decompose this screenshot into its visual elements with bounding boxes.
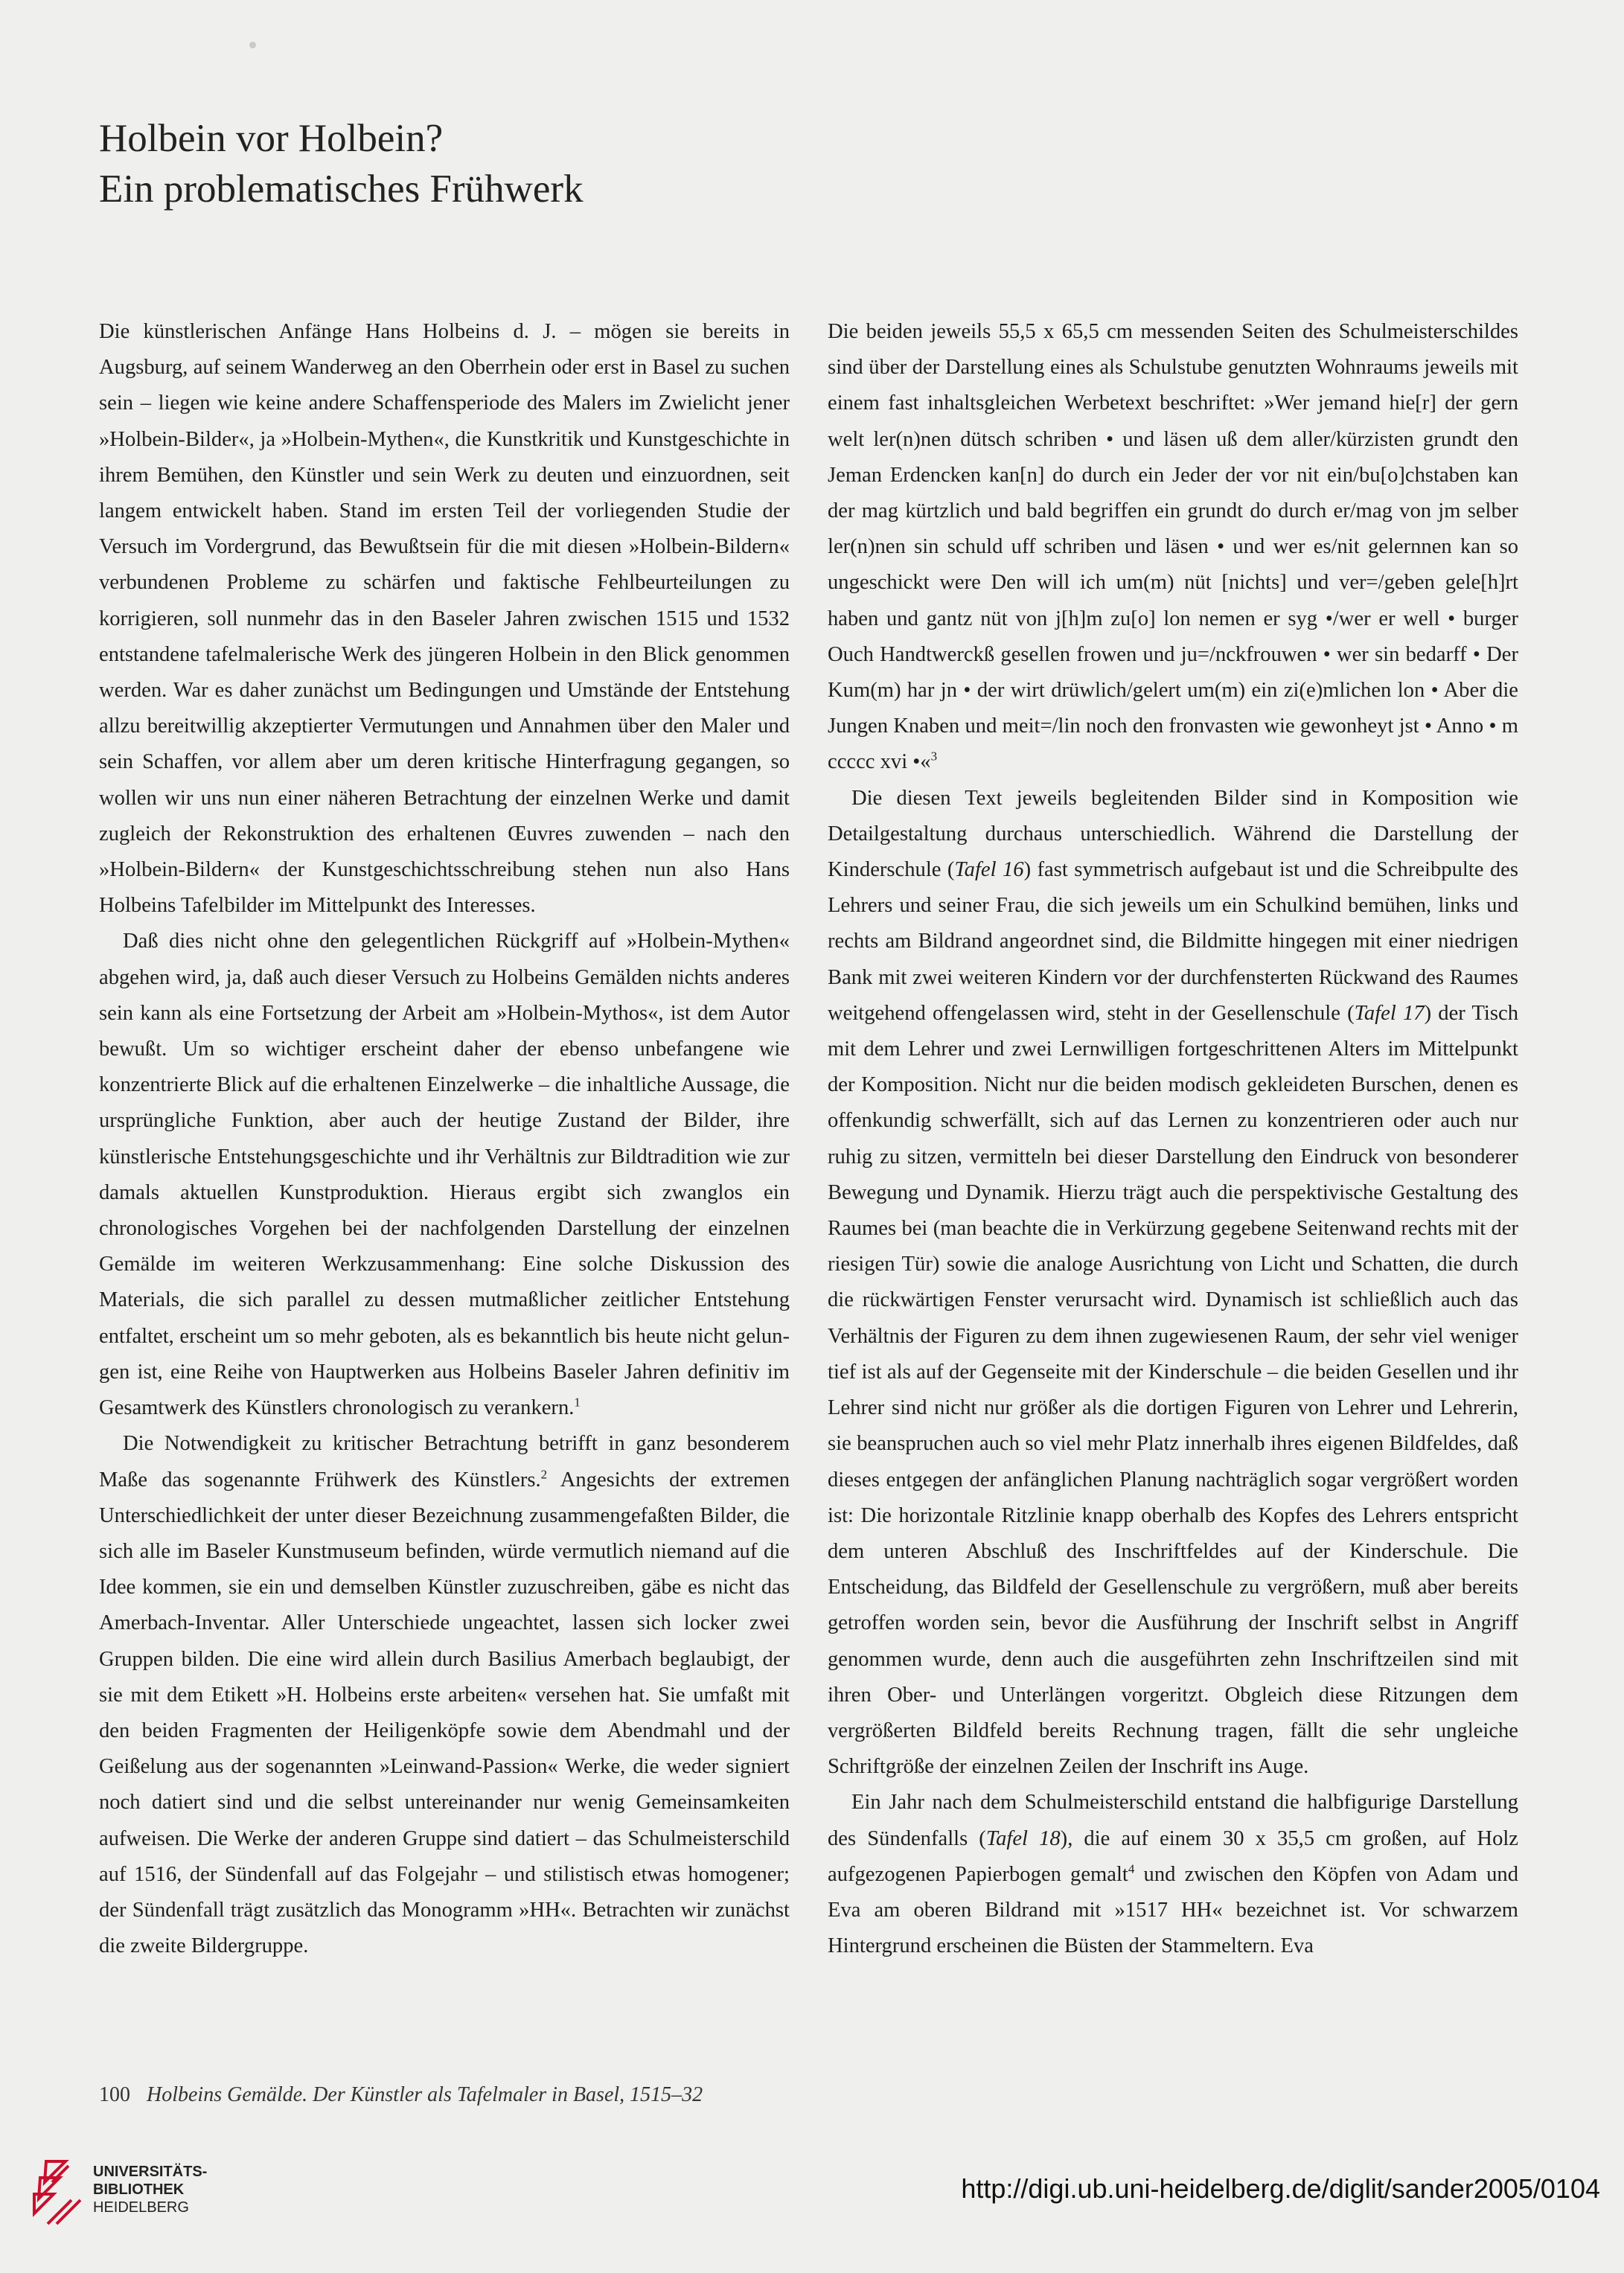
- footnote-ref: 2: [540, 1466, 548, 1481]
- page-number: 100: [99, 2083, 130, 2106]
- plate-reference: Tafel 16: [954, 858, 1024, 882]
- paragraph: Ein Jahr nach dem Schulmeisterschild entstand die halbfigurige Darstellung des Sündenfalls (Tafel 18), die auf einem 30 x 35,5 cm großen, auf Holz aufgezogenen Papierbogen gemalt$^4$ und zwischen den Köpfen von Adam und Eva am oberen Bildrand mit »1517 HH« bezeichnet ist. Vor schwarzem Hintergrund erscheinen die Büsten der Stammeltern. Eva: [828, 1791, 1519, 1958]
- library-name: [93, 2163, 207, 2216]
- left-column: [99, 314, 790, 1964]
- library-logo-icon: [30, 2155, 89, 2230]
- paragraph: Daß dies nicht ohne den gelegentlichen Rückgriff auf »Holbein-Mythen« abgehen wird, ja, daß auch dieser Versuch zu Holbeins Gemälden nichts anderes sein kann als eine Fortsetzung der Arbeit am »Holbein-Mythos«, ist dem Autor bewußt. Um so wichtiger erscheint daher der ebenso unbefangene wie konzentrierte Blick auf die erhaltenen Einzelwerke – die inhaltliche Aussage, die ursprüngliche Funktion, aber auch der heutige Zustand der Bilder, ihre künstlerische Entstehungsgeschichte und ihr Verhältnis zur Bildtradition wie zur damals aktuellen Kunstproduktion. Hieraus ergibt sich zwanglos ein chronologisches Vorgehen bei der nachfolgenden Darstellung der einzelnen Gemälde im weiteren Werkzusammenhang: Eine solche Diskussion des Materials, die sich parallel zu dessen mutmaßlicher zeitlicher Entstehung entfaltet, erscheint um so mehr geboten, als es bekanntlich bis heute nicht gelungen ist, eine Reihe von Hauptwerken aus Holbeins Baseler Jahren definitiv im Gesamtwerk des Künstlers chronologisch zu verankern.$^1$: [99, 930, 790, 1420]
- running-title: Holbeins Gemälde. Der Künstler als Tafelmaler in Basel, 1515–32: [147, 2083, 703, 2106]
- page-footer: [99, 2082, 703, 2109]
- source-url-link[interactable]: http://digi.ub.uni-heidelberg.de/diglit/sander2005/0104: [961, 2173, 1600, 2204]
- title-line-1: Holbein vor Holbein?: [99, 117, 444, 160]
- paragraph: Die beiden jeweils 55,5 x 65,5 cm messenden Seiten des Schulmeisterschildes sind über der Darstellung eines als Schulstube genutzten Wohnraums jeweils mit einem fast inhaltsgleichen Werbetext beschriftet: »Wer jemand hie[r] der gern welt ler(n)nen dütsch schriben • und läsen uß dem aller/kürzisten grundt den Jeman Erdencken kan[n] do durch ein Jeder der vor nit ein/bu[o]chstaben kan der mag kürtzlich und bald begriffen ein grundt do durch er/mag von jm selber ler(n)nen sin schuld uff schriben und läsen • und wer es/nit gelernnen kan so ungeschickt were Den will ich um(m) nüt [nichts] und ver=/geben gele[h]rt haben und gantz nüt von j[h]m zu[o] lon nemen er syg •/wer er well • burger Ouch Handtwerckß gesellen frowen und ju=/nckfrouwen • wer sin bedarff • Der Kum(m) har jn • der wirt drüwlich/gelert um(m) ein zi(e)mlichen lon • Aber die Jungen Knaben und meit=/lin noch den fronvasten wie gewonheyt jst • Anno • m ccccc xvi •«$^3$: [828, 320, 1518, 774]
- right-column: [828, 314, 1518, 1964]
- scan-speck: [249, 42, 256, 48]
- paragraph: Die künstlerischen Anfänge Hans Holbeins d. J. – mögen sie bereits in Augsburg, auf seinem Wanderweg an den Oberrhein oder erst in Basel zu suchen sein – liegen wie keine andere Schaffensperiode des Malers im Zwielicht jener »Holbein-Bilder«, ja »Holbein-Mythen«, die Kunstkritik und Kunstgeschichte in ihrem Bemühen, den Künstler und sein Werk zu deuten und einzuordnen, seit langem entwickelt haben. Stand im ersten Teil der vorliegenden Studie der Versuch im Vordergrund, das Bewußtsein für die mit diesen »Holbein-Bildern« verbundenen Probleme zu schärfen und faktische Fehlbeurteilungen zu korrigieren, soll nunmehr das in den Baseler Jahren zwischen 1515 und 1532 entstandene tafelmalerische Werk des jüngeren Holbein in den Blick genommen werden. War es daher zunächst um Bedingungen und Umstände der Entstehung allzu bereitwillig akzeptierter Vermutungen und Annahmen über den Maler und sein Schaffen, vor allem aber um deren kritische Hinterfragung gegangen, so wollen wir uns nun einer näheren Betrachtung der einzelnen Werke und damit zugleich der Rekonstruktion des erhaltenen Œuvres zuwenden – nach den »Holbein-Bildern« der Kunstgeschichtsschreibung stehen nun also Hans Holbeins Tafelbilder im Mittelpunkt des Interesses.: [99, 320, 790, 918]
- footnote-ref: 4: [1128, 1861, 1135, 1876]
- plate-reference: Tafel 18: [985, 1826, 1061, 1850]
- library-line-1: UNIVERSITÄTS-: [93, 2164, 208, 2180]
- library-line-2: BIBLIOTHEK: [93, 2181, 185, 2198]
- footnote-ref: 3: [930, 749, 938, 764]
- footnote-ref: 1: [574, 1395, 581, 1410]
- paragraph: Die Notwendigkeit zu kritischer Betrachtung betrifft in ganz besonderem Maße das sogenannte Frühwerk des Künstlers.$^2$ Angesichts der extremen Unterschiedlichkeit der unter dieser Bezeichnung zusammengefaßten Bilder, die sich alle im Baseler Kunstmuseum befinden, würde vermutlich niemand auf die Idee kommen, sie ein und demselben Künstler zuzuschreiben, gäbe es nicht das Amerbach-Inventar. Aller Unterschiede ungeachtet, lassen sich locker zwei Gruppen bilden. Die eine wird allein durch Basilius Amerbach beglaubigt, der sie mit dem Etikett »H. Holbeins erste arbeiten« versehen hat. Sie umfaßt mit den beiden Fragmenten der Heiligenköpfe sowie dem Abendmahl und der Geißelung aus der sogenannten »Leinwand-Passion« Werke, die weder signiert noch datiert sind und die selbst untereinander nur wenig Gemeinsamkeiten aufweisen. Die Werke der anderen Gruppe sind datiert – das Schulmeisterschild auf 1516, der Sündenfall auf das Folgejahr – und stilistisch etwas homogener; der Sündenfall trägt zusätzlich das Monogramm »HH«. Betrachten wir zunächst die zweite Bildergruppe.: [99, 1432, 790, 1958]
- library-line-3: HEIDELBERG: [93, 2199, 189, 2216]
- plate-reference: Tafel 17: [1354, 1001, 1425, 1025]
- title-line-2: Ein problematisches Frühwerk: [99, 167, 584, 211]
- page-title: [99, 113, 584, 214]
- paragraph: Die diesen Text jeweils begleitenden Bilder sind in Komposition wie Detailgestaltung durchaus unterschiedlich. Während die Darstellung der Kinderschule (Tafel 16) fast symmetrisch aufgebaut ist und die Schreibpulte des Lehrers und seiner Frau, die sich jeweils um ein Schulkind bemühen, links und rechts am Bildrand angeordnet sind, die Bildmitte hingegen mit einer niedrigen Bank mit zwei weiteren Kindern vor der durchfensterten Rückwand des Raumes weitgehend offengelassen wird, steht in der Gesellenschule (Tafel 17) der Tisch mit dem Lehrer und zwei Lernwilligen fortgeschrittenen Alters im Mittelpunkt der Komposition. Nicht nur die beiden modisch gekleideten Burschen, denen es offenkundig schwerfällt, sich auf das Lernen zu konzentrieren oder auch nur ruhig zu sitzen, vermitteln bei dieser Darstellung den Eindruck von besonderer Bewegung und Dynamik. Hierzu trägt auch die perspektivische Gestaltung des Raumes bei (man beachte die in Verkürzung gegebene Seitenwand rechts mit der riesigen Tür) sowie die analoge Ausrichtung von Licht und Schatten, die durch die rückwärtigen Fenster verursacht wird. Dynamisch ist schließlich auch das Verhältnis der Figuren zu dem ihnen zugewiesenen Raum, der sehr viel weniger tief ist als auf der Gegenseite mit der Kinderschule – die beiden Gesellen und ihr Lehrer sind nicht nur größer als die dortigen Figuren von Lehrer und Lehrerin, sie beanspruchen auch so viel mehr Platz innerhalb ihres eigenen Bildfeldes, daß dieses entgegen der anfänglichen Planung nachträglich sogar vergrößert worden ist: Die horizontale Ritzlinie knapp oberhalb des Kopfes des Lehrers entspricht dem unteren Abschluß des Inschriftfeldes auf der Kinderschule. Die Entscheidung, das Bildfeld der Gesellenschule zu vergrößern, muß aber bereits getroffen worden sein, bevor die Ausführung der Inschrift selbst in Angriff genommen wurde, denn auch die ausgeführten zehn Inschriftzeilen sind mit ihren Ober- und Unterlängen vorgeritzt. Obgleich diese Ritzungen dem vergrößerten Bildfeld bereits Rechnung tragen, fällt die sehr ungleiche Schriftgröße der einzelnen Zeilen der Inschrift ins Auge.: [828, 786, 1518, 1779]
